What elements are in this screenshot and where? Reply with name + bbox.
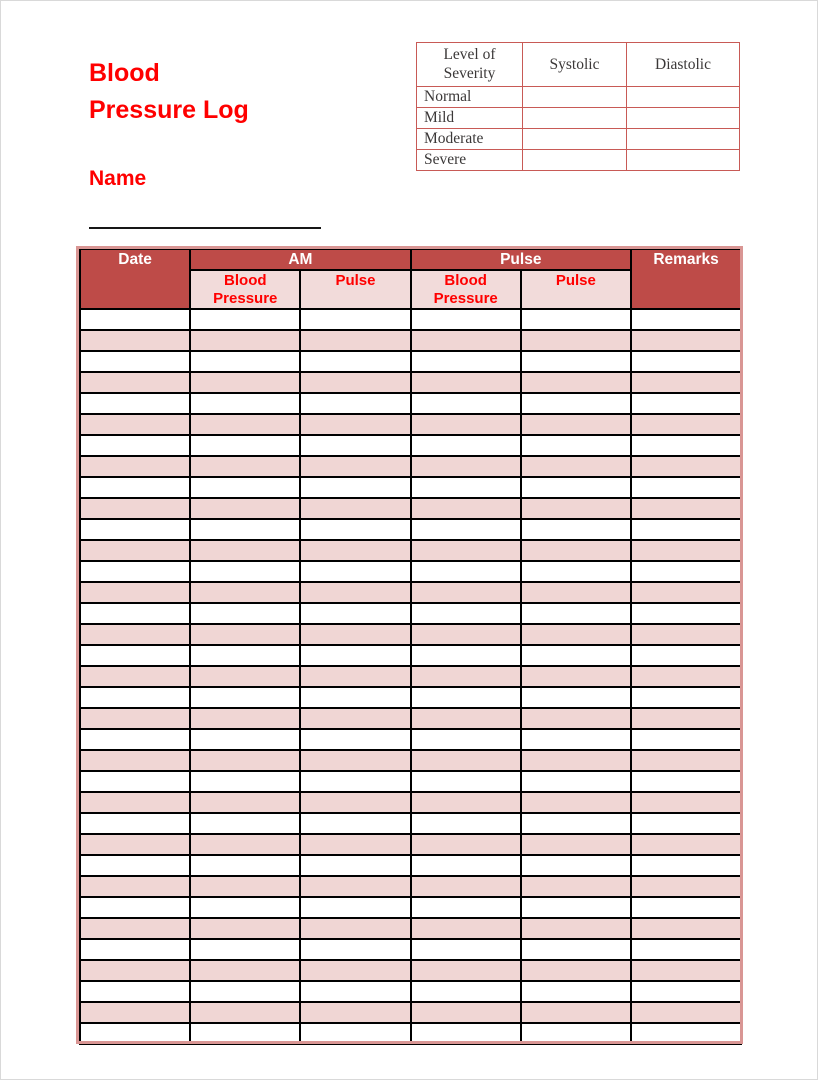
severity-diastolic-cell[interactable]	[627, 86, 740, 107]
log-table-body	[80, 309, 741, 1044]
log-cell-date[interactable]	[80, 309, 190, 330]
log-cell-pm-pulse[interactable]	[521, 435, 631, 456]
log-row	[80, 372, 741, 393]
log-cell-remarks[interactable]	[631, 309, 741, 330]
log-cell-am-pulse[interactable]	[300, 624, 410, 645]
log-cell-pm-blood-pressure[interactable]	[411, 603, 521, 624]
severity-header-level: Level of Severity	[417, 43, 523, 87]
log-cell-pm-blood-pressure[interactable]	[411, 372, 521, 393]
severity-level-label: Severe	[417, 149, 523, 170]
log-cell-pm-blood-pressure[interactable]	[411, 330, 521, 351]
log-cell-remarks[interactable]	[631, 813, 741, 834]
log-row	[80, 498, 741, 519]
log-cell-pm-pulse[interactable]	[521, 477, 631, 498]
log-cell-pm-blood-pressure[interactable]	[411, 960, 521, 981]
log-row	[80, 309, 741, 330]
log-cell-pm-blood-pressure[interactable]	[411, 561, 521, 582]
log-cell-pm-blood-pressure[interactable]	[411, 729, 521, 750]
log-cell-date[interactable]	[80, 603, 190, 624]
log-cell-am-blood-pressure[interactable]	[190, 792, 300, 813]
log-cell-pm-blood-pressure[interactable]	[411, 750, 521, 771]
log-cell-am-pulse[interactable]	[300, 351, 410, 372]
log-cell-pm-pulse[interactable]	[521, 876, 631, 897]
severity-row	[417, 149, 740, 170]
log-cell-am-pulse[interactable]	[300, 645, 410, 666]
log-cell-pm-pulse[interactable]	[521, 897, 631, 918]
severity-level-label: Normal	[417, 86, 523, 107]
log-cell-remarks[interactable]	[631, 855, 741, 876]
log-header-group-pulse: Pulse	[411, 249, 631, 270]
log-cell-date[interactable]	[80, 834, 190, 855]
log-row	[80, 981, 741, 1002]
log-cell-date[interactable]	[80, 540, 190, 561]
log-cell-remarks[interactable]	[631, 372, 741, 393]
log-cell-am-pulse[interactable]	[300, 834, 410, 855]
log-cell-pm-pulse[interactable]	[521, 603, 631, 624]
log-row	[80, 813, 741, 834]
log-cell-remarks[interactable]	[631, 708, 741, 729]
log-cell-pm-blood-pressure[interactable]	[411, 414, 521, 435]
log-cell-date[interactable]	[80, 939, 190, 960]
log-cell-remarks[interactable]	[631, 393, 741, 414]
log-cell-am-blood-pressure[interactable]	[190, 666, 300, 687]
log-cell-date[interactable]	[80, 708, 190, 729]
log-cell-am-pulse[interactable]	[300, 519, 410, 540]
log-cell-am-pulse[interactable]	[300, 1023, 410, 1044]
log-cell-pm-pulse[interactable]	[521, 792, 631, 813]
log-row	[80, 1002, 741, 1023]
log-row	[80, 708, 741, 729]
severity-diastolic-cell[interactable]	[627, 107, 740, 128]
log-cell-remarks[interactable]	[631, 435, 741, 456]
log-cell-remarks[interactable]	[631, 498, 741, 519]
log-cell-pm-blood-pressure[interactable]	[411, 813, 521, 834]
severity-row	[417, 128, 740, 149]
log-cell-am-pulse[interactable]	[300, 813, 410, 834]
severity-systolic-cell[interactable]	[523, 107, 627, 128]
log-cell-am-pulse[interactable]	[300, 750, 410, 771]
log-cell-am-blood-pressure[interactable]	[190, 981, 300, 1002]
log-cell-date[interactable]	[80, 645, 190, 666]
log-cell-am-pulse[interactable]	[300, 330, 410, 351]
log-cell-date[interactable]	[80, 855, 190, 876]
log-cell-pm-pulse[interactable]	[521, 834, 631, 855]
log-cell-am-blood-pressure[interactable]	[190, 519, 300, 540]
severity-level-label: Moderate	[417, 128, 523, 149]
log-cell-remarks[interactable]	[631, 666, 741, 687]
log-cell-am-pulse[interactable]	[300, 561, 410, 582]
log-cell-am-blood-pressure[interactable]	[190, 456, 300, 477]
log-header-group-row	[80, 249, 741, 270]
log-row	[80, 519, 741, 540]
log-cell-pm-pulse[interactable]	[521, 414, 631, 435]
log-cell-remarks[interactable]	[631, 960, 741, 981]
log-row	[80, 792, 741, 813]
log-cell-am-pulse[interactable]	[300, 393, 410, 414]
log-row	[80, 897, 741, 918]
log-cell-am-pulse[interactable]	[300, 603, 410, 624]
log-cell-remarks[interactable]	[631, 330, 741, 351]
log-header-remarks: Remarks	[631, 249, 741, 309]
log-row	[80, 477, 741, 498]
log-cell-date[interactable]	[80, 393, 190, 414]
log-cell-date[interactable]	[80, 435, 190, 456]
severity-table-body	[417, 86, 740, 170]
log-cell-remarks[interactable]	[631, 603, 741, 624]
log-cell-pm-pulse[interactable]	[521, 309, 631, 330]
log-cell-am-pulse[interactable]	[300, 897, 410, 918]
log-cell-date[interactable]	[80, 351, 190, 372]
log-cell-am-pulse[interactable]	[300, 414, 410, 435]
log-subheader-pm-blood-pressure: Blood Pressure	[411, 270, 521, 309]
log-row	[80, 414, 741, 435]
log-cell-am-pulse[interactable]	[300, 855, 410, 876]
log-cell-pm-blood-pressure[interactable]	[411, 624, 521, 645]
log-cell-date[interactable]	[80, 687, 190, 708]
log-cell-am-blood-pressure[interactable]	[190, 351, 300, 372]
log-cell-pm-pulse[interactable]	[521, 918, 631, 939]
log-cell-am-pulse[interactable]	[300, 729, 410, 750]
log-cell-am-pulse[interactable]	[300, 918, 410, 939]
log-row	[80, 771, 741, 792]
severity-header-diastolic: Diastolic	[627, 43, 740, 87]
log-cell-am-blood-pressure[interactable]	[190, 414, 300, 435]
log-row	[80, 456, 741, 477]
log-cell-remarks[interactable]	[631, 834, 741, 855]
log-cell-date[interactable]	[80, 1023, 190, 1044]
log-cell-am-pulse[interactable]	[300, 372, 410, 393]
log-cell-date[interactable]	[80, 1002, 190, 1023]
log-row	[80, 351, 741, 372]
log-cell-date[interactable]	[80, 729, 190, 750]
log-cell-am-pulse[interactable]	[300, 1002, 410, 1023]
log-cell-pm-pulse[interactable]	[521, 771, 631, 792]
log-cell-date[interactable]	[80, 792, 190, 813]
log-cell-pm-pulse[interactable]	[521, 666, 631, 687]
log-cell-pm-pulse[interactable]	[521, 456, 631, 477]
log-cell-am-blood-pressure[interactable]	[190, 498, 300, 519]
log-cell-pm-blood-pressure[interactable]	[411, 1002, 521, 1023]
log-cell-date[interactable]	[80, 918, 190, 939]
log-cell-date[interactable]	[80, 372, 190, 393]
log-cell-pm-pulse[interactable]	[521, 813, 631, 834]
log-cell-pm-pulse[interactable]	[521, 981, 631, 1002]
log-row	[80, 687, 741, 708]
log-cell-pm-blood-pressure[interactable]	[411, 708, 521, 729]
log-cell-date[interactable]	[80, 876, 190, 897]
log-cell-date[interactable]	[80, 981, 190, 1002]
log-cell-am-blood-pressure[interactable]	[190, 771, 300, 792]
log-cell-remarks[interactable]	[631, 792, 741, 813]
log-row	[80, 603, 741, 624]
log-cell-remarks[interactable]	[631, 876, 741, 897]
log-cell-pm-blood-pressure[interactable]	[411, 771, 521, 792]
log-table	[79, 248, 742, 1045]
log-cell-remarks[interactable]	[631, 897, 741, 918]
log-cell-remarks[interactable]	[631, 624, 741, 645]
log-cell-am-blood-pressure[interactable]	[190, 897, 300, 918]
log-cell-pm-pulse[interactable]	[521, 540, 631, 561]
log-cell-am-blood-pressure[interactable]	[190, 540, 300, 561]
severity-header-systolic: Systolic	[523, 43, 627, 87]
log-cell-am-blood-pressure[interactable]	[190, 372, 300, 393]
page-title-line2: Pressure Log	[89, 96, 249, 124]
log-cell-pm-pulse[interactable]	[521, 645, 631, 666]
log-cell-pm-pulse[interactable]	[521, 351, 631, 372]
log-cell-am-blood-pressure[interactable]	[190, 750, 300, 771]
log-cell-am-pulse[interactable]	[300, 771, 410, 792]
log-cell-am-blood-pressure[interactable]	[190, 876, 300, 897]
severity-systolic-cell[interactable]	[523, 149, 627, 170]
log-cell-date[interactable]	[80, 750, 190, 771]
log-cell-pm-blood-pressure[interactable]	[411, 435, 521, 456]
log-subheader-pm-pulse: Pulse	[521, 270, 631, 309]
log-cell-pm-blood-pressure[interactable]	[411, 981, 521, 1002]
name-label: Name	[89, 167, 147, 190]
log-cell-am-blood-pressure[interactable]	[190, 309, 300, 330]
log-cell-am-blood-pressure[interactable]	[190, 477, 300, 498]
log-cell-am-pulse[interactable]	[300, 876, 410, 897]
log-cell-am-pulse[interactable]	[300, 582, 410, 603]
log-cell-date[interactable]	[80, 897, 190, 918]
log-cell-am-blood-pressure[interactable]	[190, 1023, 300, 1044]
log-cell-date[interactable]	[80, 519, 190, 540]
log-cell-remarks[interactable]	[631, 582, 741, 603]
severity-diastolic-cell[interactable]	[627, 149, 740, 170]
log-cell-remarks[interactable]	[631, 561, 741, 582]
log-cell-am-blood-pressure[interactable]	[190, 582, 300, 603]
log-cell-date[interactable]	[80, 666, 190, 687]
log-cell-pm-blood-pressure[interactable]	[411, 792, 521, 813]
log-cell-am-pulse[interactable]	[300, 960, 410, 981]
severity-header-row	[417, 43, 740, 87]
log-cell-date[interactable]	[80, 561, 190, 582]
log-cell-am-pulse[interactable]	[300, 309, 410, 330]
log-cell-date[interactable]	[80, 477, 190, 498]
log-cell-remarks[interactable]	[631, 1002, 741, 1023]
log-cell-pm-blood-pressure[interactable]	[411, 309, 521, 330]
severity-row	[417, 107, 740, 128]
log-cell-date[interactable]	[80, 414, 190, 435]
log-cell-am-blood-pressure[interactable]	[190, 330, 300, 351]
page-title	[89, 55, 249, 129]
log-cell-pm-pulse[interactable]	[521, 330, 631, 351]
log-cell-am-blood-pressure[interactable]	[190, 834, 300, 855]
log-cell-am-pulse[interactable]	[300, 435, 410, 456]
log-cell-pm-pulse[interactable]	[521, 708, 631, 729]
log-cell-pm-pulse[interactable]	[521, 939, 631, 960]
log-cell-am-pulse[interactable]	[300, 708, 410, 729]
log-cell-pm-blood-pressure[interactable]	[411, 876, 521, 897]
log-cell-pm-pulse[interactable]	[521, 750, 631, 771]
log-cell-remarks[interactable]	[631, 645, 741, 666]
log-cell-pm-blood-pressure[interactable]	[411, 1023, 521, 1044]
log-cell-pm-pulse[interactable]	[521, 1023, 631, 1044]
log-cell-am-blood-pressure[interactable]	[190, 729, 300, 750]
page-title-line1: Blood	[89, 59, 160, 87]
log-row	[80, 582, 741, 603]
log-cell-pm-pulse[interactable]	[521, 855, 631, 876]
log-cell-remarks[interactable]	[631, 729, 741, 750]
log-cell-date[interactable]	[80, 771, 190, 792]
log-cell-pm-blood-pressure[interactable]	[411, 393, 521, 414]
log-cell-pm-blood-pressure[interactable]	[411, 540, 521, 561]
log-cell-am-blood-pressure[interactable]	[190, 624, 300, 645]
log-cell-remarks[interactable]	[631, 981, 741, 1002]
severity-row	[417, 86, 740, 107]
severity-level-label: Mild	[417, 107, 523, 128]
log-cell-pm-pulse[interactable]	[521, 582, 631, 603]
log-cell-remarks[interactable]	[631, 477, 741, 498]
log-cell-remarks[interactable]	[631, 771, 741, 792]
log-cell-pm-pulse[interactable]	[521, 393, 631, 414]
log-cell-pm-blood-pressure[interactable]	[411, 582, 521, 603]
log-cell-am-blood-pressure[interactable]	[190, 687, 300, 708]
log-cell-am-blood-pressure[interactable]	[190, 603, 300, 624]
log-cell-pm-blood-pressure[interactable]	[411, 456, 521, 477]
log-cell-am-pulse[interactable]	[300, 687, 410, 708]
log-cell-pm-pulse[interactable]	[521, 561, 631, 582]
log-cell-date[interactable]	[80, 813, 190, 834]
log-cell-pm-pulse[interactable]	[521, 624, 631, 645]
log-cell-pm-blood-pressure[interactable]	[411, 939, 521, 960]
log-cell-remarks[interactable]	[631, 1023, 741, 1044]
log-cell-am-blood-pressure[interactable]	[190, 1002, 300, 1023]
log-cell-date[interactable]	[80, 624, 190, 645]
log-cell-pm-pulse[interactable]	[521, 960, 631, 981]
log-row	[80, 834, 741, 855]
log-row	[80, 918, 741, 939]
log-cell-am-pulse[interactable]	[300, 792, 410, 813]
log-cell-pm-blood-pressure[interactable]	[411, 519, 521, 540]
log-cell-pm-blood-pressure[interactable]	[411, 834, 521, 855]
log-row	[80, 855, 741, 876]
log-row	[80, 561, 741, 582]
log-cell-pm-blood-pressure[interactable]	[411, 855, 521, 876]
log-cell-am-pulse[interactable]	[300, 981, 410, 1002]
log-cell-remarks[interactable]	[631, 540, 741, 561]
log-row	[80, 1023, 741, 1044]
log-cell-pm-pulse[interactable]	[521, 498, 631, 519]
log-cell-date[interactable]	[80, 330, 190, 351]
log-cell-am-blood-pressure[interactable]	[190, 561, 300, 582]
log-cell-pm-blood-pressure[interactable]	[411, 477, 521, 498]
log-subheader-am-blood-pressure: Blood Pressure	[190, 270, 300, 309]
log-cell-date[interactable]	[80, 582, 190, 603]
log-cell-am-pulse[interactable]	[300, 498, 410, 519]
log-row	[80, 330, 741, 351]
log-cell-date[interactable]	[80, 456, 190, 477]
log-cell-pm-pulse[interactable]	[521, 729, 631, 750]
log-cell-remarks[interactable]	[631, 351, 741, 372]
name-fill-in-line[interactable]	[89, 227, 321, 229]
log-cell-am-pulse[interactable]	[300, 456, 410, 477]
severity-systolic-cell[interactable]	[523, 128, 627, 149]
log-cell-pm-blood-pressure[interactable]	[411, 897, 521, 918]
severity-diastolic-cell[interactable]	[627, 128, 740, 149]
log-cell-am-blood-pressure[interactable]	[190, 855, 300, 876]
log-cell-date[interactable]	[80, 498, 190, 519]
log-cell-pm-blood-pressure[interactable]	[411, 351, 521, 372]
log-row	[80, 435, 741, 456]
log-cell-pm-pulse[interactable]	[521, 1002, 631, 1023]
log-cell-remarks[interactable]	[631, 750, 741, 771]
log-cell-remarks[interactable]	[631, 519, 741, 540]
log-row	[80, 729, 741, 750]
log-cell-am-pulse[interactable]	[300, 540, 410, 561]
log-subheader-am-pulse: Pulse	[300, 270, 410, 309]
log-cell-am-blood-pressure[interactable]	[190, 918, 300, 939]
log-cell-pm-pulse[interactable]	[521, 372, 631, 393]
log-cell-remarks[interactable]	[631, 414, 741, 435]
log-row	[80, 960, 741, 981]
log-cell-remarks[interactable]	[631, 456, 741, 477]
log-header-date: Date	[80, 249, 190, 309]
log-cell-am-blood-pressure[interactable]	[190, 939, 300, 960]
log-row	[80, 876, 741, 897]
log-cell-pm-blood-pressure[interactable]	[411, 687, 521, 708]
log-cell-remarks[interactable]	[631, 687, 741, 708]
log-cell-pm-blood-pressure[interactable]	[411, 666, 521, 687]
log-row	[80, 666, 741, 687]
log-cell-pm-blood-pressure[interactable]	[411, 645, 521, 666]
log-cell-am-blood-pressure[interactable]	[190, 813, 300, 834]
log-row	[80, 939, 741, 960]
log-cell-pm-pulse[interactable]	[521, 519, 631, 540]
log-cell-pm-pulse[interactable]	[521, 687, 631, 708]
log-cell-pm-blood-pressure[interactable]	[411, 918, 521, 939]
severity-table	[416, 42, 740, 171]
log-row	[80, 393, 741, 414]
log-row	[80, 645, 741, 666]
log-cell-remarks[interactable]	[631, 918, 741, 939]
log-cell-am-pulse[interactable]	[300, 939, 410, 960]
log-cell-pm-blood-pressure[interactable]	[411, 498, 521, 519]
log-header-group-am: AM	[190, 249, 410, 270]
log-cell-am-pulse[interactable]	[300, 666, 410, 687]
log-cell-am-blood-pressure[interactable]	[190, 960, 300, 981]
log-cell-am-blood-pressure[interactable]	[190, 708, 300, 729]
log-cell-date[interactable]	[80, 960, 190, 981]
log-row	[80, 540, 741, 561]
log-row	[80, 624, 741, 645]
log-cell-am-blood-pressure[interactable]	[190, 435, 300, 456]
log-cell-am-blood-pressure[interactable]	[190, 393, 300, 414]
log-cell-am-blood-pressure[interactable]	[190, 645, 300, 666]
severity-systolic-cell[interactable]	[523, 86, 627, 107]
log-cell-am-pulse[interactable]	[300, 477, 410, 498]
log-row	[80, 750, 741, 771]
log-cell-remarks[interactable]	[631, 939, 741, 960]
